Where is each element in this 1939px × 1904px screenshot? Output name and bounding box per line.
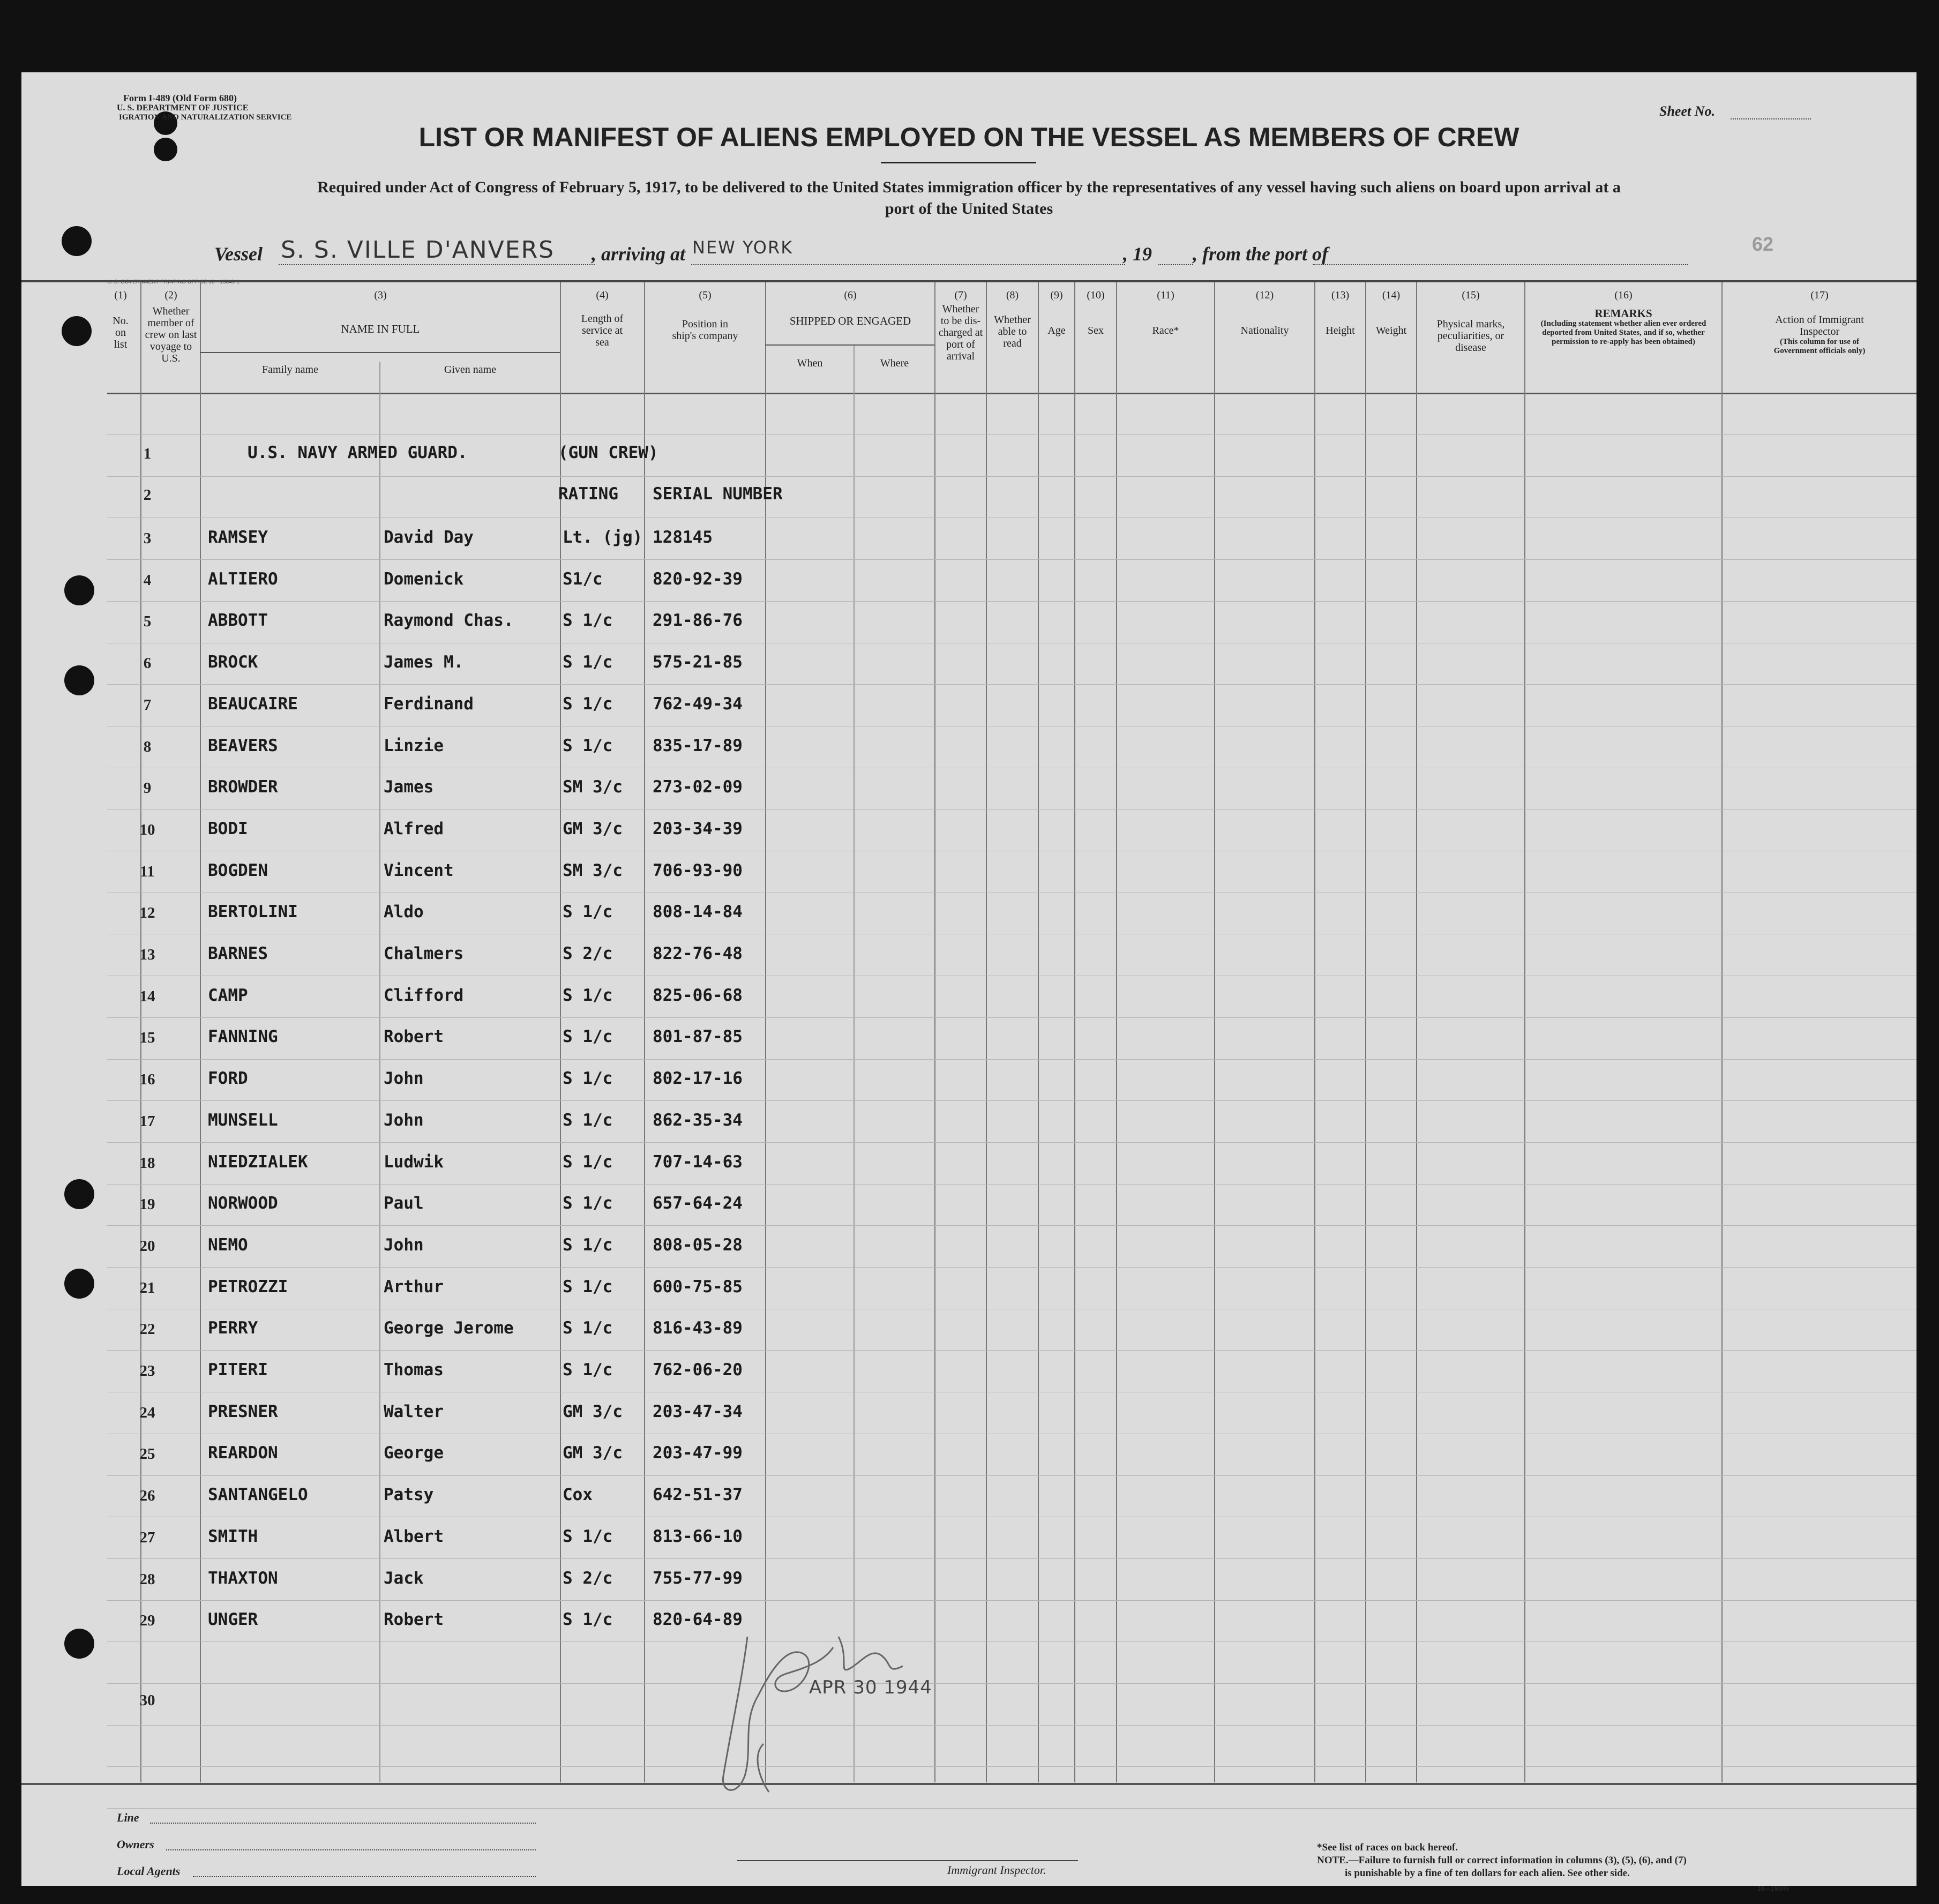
- stamp-date: APR 30 1944: [809, 1677, 932, 1698]
- given-name-cell: Vincent: [384, 861, 454, 880]
- row-number: 10: [139, 821, 155, 838]
- col-7-header: (7) Whether to be dis-charged at port of arrival: [938, 289, 983, 362]
- page-number: 62: [1752, 233, 1774, 255]
- vessel-name: S. S. VILLE D'ANVERS: [281, 236, 555, 264]
- given-name-cell: Aldo: [384, 902, 424, 921]
- row-number: 3: [143, 530, 152, 547]
- col-15-header: (15) Physical marks, peculiarities, or disease: [1436, 289, 1505, 354]
- row-number: 6: [143, 655, 152, 672]
- shipped-when-header: When: [797, 357, 823, 369]
- family-name-cell: BROCK: [208, 653, 258, 672]
- family-name-cell: PERRY: [208, 1318, 258, 1338]
- row-number: 25: [139, 1445, 155, 1463]
- row-guide-line: [107, 1725, 1916, 1726]
- col-12-header: (12) Nationality: [1240, 289, 1289, 336]
- col-5-header: (5) Position in ship's company: [672, 289, 738, 342]
- row-number: 18: [139, 1155, 155, 1172]
- arriving-port: NEW YORK: [692, 237, 793, 258]
- row-guide-line: [107, 1059, 1916, 1060]
- given-name-cell: Jack: [384, 1569, 424, 1588]
- rating-cell: Cox: [563, 1485, 593, 1504]
- col-3-header: (3): [374, 289, 387, 301]
- rating-cell: S 1/c: [563, 902, 613, 921]
- gun-crew-heading: (GUN CREW): [558, 443, 658, 462]
- family-name-cell: PITERI: [208, 1360, 268, 1380]
- family-name-cell: PETROZZI: [208, 1277, 288, 1296]
- row-guide-line: [107, 1683, 1916, 1684]
- footer-owners-field: [166, 1849, 536, 1850]
- row-number: 13: [139, 946, 155, 963]
- page-subtitle-2: port of the United States: [885, 200, 1053, 218]
- rating-cell: S 1/c: [563, 1194, 613, 1213]
- given-name-cell: Ferdinand: [384, 694, 474, 714]
- footer-agents-field: [193, 1876, 536, 1877]
- family-name-cell: BEAUCAIRE: [208, 694, 298, 714]
- row-guide-line: [107, 476, 1916, 477]
- col-1-header: (1) No. on list: [113, 289, 129, 350]
- inspector-label: Immigrant Inspector.: [947, 1863, 1046, 1877]
- serial-number-cell: 203-34-39: [653, 819, 743, 838]
- arriving-line: [691, 264, 1125, 265]
- rating-cell: S 1/c: [563, 653, 613, 672]
- row-number: 29: [139, 1612, 155, 1629]
- rating-cell: GM 3/c: [563, 1443, 623, 1463]
- row-number: 27: [139, 1529, 155, 1546]
- rating-cell: GM 3/c: [563, 819, 623, 838]
- col-13-header: (13) Height: [1326, 289, 1355, 336]
- sheet-number-line: [1731, 118, 1811, 119]
- year-label: , 19: [1123, 243, 1152, 265]
- row-number: 14: [139, 988, 155, 1005]
- row-guide-line: [107, 684, 1916, 685]
- row-guide-line: [107, 1558, 1916, 1559]
- header-bottom-border: [107, 393, 1916, 394]
- col-divider: [1365, 282, 1366, 1782]
- given-name-cell: Paul: [384, 1194, 424, 1213]
- name-subheader-line: [200, 352, 560, 353]
- family-name-cell: NIEDZIALEK: [208, 1152, 308, 1172]
- armed-guard-heading: U.S. NAVY ARMED GUARD.: [248, 443, 468, 462]
- rating-cell: GM 3/c: [563, 1402, 623, 1421]
- row-number: 8: [143, 738, 152, 755]
- col-17-header: (17) Action of Immigrant Inspector (This column for use of Government officials only): [1773, 289, 1866, 355]
- punch-hole: [64, 1179, 94, 1209]
- col-divider: [644, 282, 645, 1782]
- rating-cell: S 1/c: [563, 694, 613, 714]
- family-name-cell: MUNSELL: [208, 1111, 278, 1130]
- inspector-signature-line: [737, 1860, 1078, 1861]
- row-number: 17: [139, 1113, 155, 1130]
- name-in-full-header: NAME IN FULL: [341, 323, 420, 335]
- rating-cell: S 1/c: [563, 1277, 613, 1296]
- punch-hole: [62, 226, 92, 256]
- page-title: LIST OR MANIFEST OF ALIENS EMPLOYED ON THE VESSEL AS MEMBERS OF CREW: [418, 122, 1519, 152]
- col-divider: [1038, 282, 1039, 1782]
- footer-line-field: [150, 1823, 536, 1824]
- penalty-note-2: is punishable by a fine of ten dollars for each alien. See other side.: [1345, 1868, 1630, 1879]
- serial-number-cell: 808-05-28: [653, 1235, 743, 1255]
- rating-cell: S 1/c: [563, 1152, 613, 1172]
- form-number: Form I-489 (Old Form 680): [123, 93, 237, 103]
- row-guide-line: [107, 1184, 1916, 1185]
- family-name-cell: UNGER: [208, 1610, 258, 1629]
- row-number: 1: [143, 445, 152, 462]
- serial-number-cell: 755-77-99: [653, 1569, 743, 1588]
- rating-cell: S 1/c: [563, 1027, 613, 1046]
- given-name-cell: Robert: [384, 1610, 444, 1629]
- rating-cell: S 2/c: [563, 1569, 613, 1588]
- form-service: IGRATION AND NATURALIZATION SERVICE: [119, 113, 292, 122]
- rating-cell: S1/c: [563, 569, 603, 589]
- serial-number-cell: 642-51-37: [653, 1485, 743, 1504]
- punch-hole: [64, 575, 94, 605]
- given-name-cell: James: [384, 777, 434, 797]
- serial-number-cell: 657-64-24: [653, 1194, 743, 1213]
- given-name-cell: Arthur: [384, 1277, 444, 1296]
- punch-hole: [64, 1629, 94, 1659]
- row-number: 28: [139, 1571, 155, 1588]
- family-name-cell: FANNING: [208, 1027, 278, 1046]
- serial-number-cell: 825-06-68: [653, 986, 743, 1005]
- col-16-header: (16) REMARKS (Including statement whether alien ever ordered deported from United States, and if so, whether permission to re-apply has been obtained): [1540, 289, 1706, 346]
- rating-cell: S 1/c: [563, 1610, 613, 1629]
- serial-number-cell: 816-43-89: [653, 1318, 743, 1338]
- rating-cell: S 1/c: [563, 736, 613, 755]
- serial-number-cell: 820-64-89: [653, 1610, 743, 1629]
- col-divider: [1074, 282, 1075, 1782]
- col-divider: [379, 362, 380, 1782]
- row-guide-line: [107, 1766, 1916, 1767]
- row-guide-line: [107, 1475, 1916, 1476]
- family-name-cell: PRESNER: [208, 1402, 278, 1421]
- col-divider: [1214, 282, 1215, 1782]
- serial-number-cell: 808-14-84: [653, 902, 743, 921]
- col-divider: [1524, 282, 1525, 1782]
- row-guide-line: [107, 1100, 1916, 1101]
- table-top-border: [21, 280, 1916, 282]
- given-name-cell: Linzie: [384, 736, 444, 755]
- form-code: 16—19349: [1757, 1885, 1789, 1892]
- row-guide-line: [107, 1641, 1916, 1642]
- row-number: 12: [139, 904, 155, 921]
- given-name-cell: George Jerome: [384, 1318, 514, 1338]
- serial-number-cell: 762-49-34: [653, 694, 743, 714]
- rating-cell: SM 3/c: [563, 777, 623, 797]
- rating-cell: SM 3/c: [563, 861, 623, 880]
- row-number: 16: [139, 1071, 155, 1088]
- arriving-label: , arriving at: [592, 243, 686, 265]
- form-department: U. S. DEPARTMENT OF JUSTICE: [117, 103, 249, 113]
- footer-line-label: Line: [117, 1811, 139, 1824]
- rating-cell: S 1/c: [563, 1069, 613, 1088]
- serial-number-cell: 291-86-76: [653, 611, 743, 630]
- row-number: 19: [139, 1196, 155, 1213]
- row-guide-line: [107, 1142, 1916, 1143]
- col-divider: [560, 282, 561, 1782]
- col-2-header: (2) Whether member of crew on last voyage to U.S.: [145, 289, 197, 364]
- given-name-cell: John: [384, 1111, 424, 1130]
- given-name-cell: John: [384, 1069, 424, 1088]
- shipped-where-header: Where: [880, 357, 909, 369]
- family-name-cell: BROWDER: [208, 777, 278, 797]
- given-name-cell: Robert: [384, 1027, 444, 1046]
- punch-hole: [64, 665, 94, 695]
- col-10-header: (10) Sex: [1087, 289, 1105, 336]
- row-number: 5: [143, 613, 152, 630]
- shipped-subheader-line: [765, 344, 934, 346]
- serial-number-cell: 203-47-34: [653, 1402, 743, 1421]
- row-guide-line: [107, 1350, 1916, 1351]
- col-divider: [1416, 282, 1417, 1782]
- row-guide-line: [107, 601, 1916, 602]
- from-port-label: , from the port of: [1193, 243, 1329, 265]
- serial-number-cell: 862-35-34: [653, 1111, 743, 1130]
- col-6-header: (6) SHIPPED OR ENGAGED: [789, 289, 911, 327]
- given-name-cell: John: [384, 1235, 424, 1255]
- serial-number-cell: 203-47-99: [653, 1443, 743, 1463]
- col-divider: [1314, 282, 1315, 1782]
- serial-number-cell: 813-66-10: [653, 1527, 743, 1546]
- col-8-header: (8) Whether able to read: [994, 289, 1031, 349]
- serial-number-cell: 706-93-90: [653, 861, 743, 880]
- rating-heading: RATING: [558, 484, 618, 504]
- penalty-note: NOTE.—Failure to furnish full or correct information in columns (3), (5), (6), and (7): [1317, 1855, 1687, 1866]
- col-divider: [986, 282, 987, 1782]
- serial-number-cell: 600-75-85: [653, 1277, 743, 1296]
- serial-number-cell: 801-87-85: [653, 1027, 743, 1046]
- row-number: 7: [143, 696, 152, 714]
- serial-number-cell: 802-17-16: [653, 1069, 743, 1088]
- serial-number-cell: 575-21-85: [653, 653, 743, 672]
- row-number: 4: [143, 572, 152, 589]
- given-name-cell: Clifford: [384, 986, 464, 1005]
- year-line: [1158, 264, 1193, 265]
- given-name-header: Given name: [444, 364, 497, 376]
- family-name-cell: SANTANGELO: [208, 1485, 308, 1504]
- given-name-cell: Alfred: [384, 819, 444, 838]
- punch-hole: [64, 1269, 94, 1299]
- serial-number-cell: 822-76-48: [653, 944, 743, 963]
- row-guide-line: [107, 1017, 1916, 1018]
- family-name-cell: BERTOLINI: [208, 902, 298, 921]
- given-name-cell: James M.: [384, 653, 464, 672]
- given-name-cell: Walter: [384, 1402, 444, 1421]
- given-name-cell: George: [384, 1443, 444, 1463]
- footer-owners-label: Owners: [117, 1838, 154, 1851]
- col-11-header: (11) Race*: [1152, 289, 1179, 336]
- page-subtitle: Required under Act of Congress of February 5, 1917, to be delivered to the United States immigration officer by the representatives of any vessel having such aliens on board upon arrival at a: [317, 178, 1621, 196]
- row-number: 22: [139, 1321, 155, 1338]
- row-number: 9: [143, 779, 152, 797]
- family-name-cell: BARNES: [208, 944, 268, 963]
- row-number: 20: [139, 1238, 155, 1255]
- vessel-name-line: [279, 264, 595, 265]
- inspector-signature: [710, 1615, 935, 1808]
- col-divider: [765, 282, 766, 1782]
- rating-cell: S 1/c: [563, 986, 613, 1005]
- given-name-cell: Albert: [384, 1527, 444, 1546]
- family-name-cell: CAMP: [208, 986, 248, 1005]
- footer-agents-label: Local Agents: [117, 1864, 181, 1878]
- row-number: 21: [139, 1279, 155, 1296]
- col-divider: [200, 282, 201, 1782]
- punch-hole: [62, 316, 92, 346]
- serial-number-heading: SERIAL NUMBER: [653, 484, 783, 504]
- rating-cell: S 1/c: [563, 611, 613, 630]
- sheet-number-label: Sheet No.: [1659, 103, 1715, 119]
- family-name-cell: REARDON: [208, 1443, 278, 1463]
- row-guide-line: [107, 1600, 1916, 1601]
- given-name-cell: Domenick: [384, 569, 464, 589]
- rating-cell: S 1/c: [563, 1318, 613, 1338]
- family-name-cell: RAMSEY: [208, 528, 268, 547]
- family-name-cell: NEMO: [208, 1235, 248, 1255]
- from-port-line: [1313, 264, 1688, 265]
- rating-cell: S 1/c: [563, 1360, 613, 1380]
- col-9-header: (9) Age: [1047, 289, 1066, 336]
- family-name-cell: THAXTON: [208, 1569, 278, 1588]
- title-underline: [881, 162, 1036, 163]
- vessel-label: Vessel: [214, 243, 263, 265]
- given-name-cell: Ludwik: [384, 1152, 444, 1172]
- row-guide-line: [107, 559, 1916, 560]
- family-name-cell: ABBOTT: [208, 611, 268, 630]
- rating-cell: S 1/c: [563, 1527, 613, 1546]
- serial-number-cell: 835-17-89: [653, 736, 743, 755]
- given-name-cell: Raymond Chas.: [384, 611, 514, 630]
- family-name-cell: NORWOOD: [208, 1194, 278, 1213]
- serial-number-cell: 762-06-20: [653, 1360, 743, 1380]
- family-name-cell: BODI: [208, 819, 248, 838]
- family-name-cell: BOGDEN: [208, 861, 268, 880]
- family-name-cell: BEAVERS: [208, 736, 278, 755]
- row-number: 15: [139, 1029, 155, 1046]
- given-name-cell: David Day: [384, 528, 474, 547]
- serial-number-cell: 273-02-09: [653, 777, 743, 797]
- serial-number-cell: 128145: [653, 528, 713, 547]
- row-guide-line: [107, 1267, 1916, 1268]
- col-divider: [1116, 282, 1117, 1782]
- row-number: 24: [139, 1404, 155, 1421]
- row-number: 26: [139, 1487, 155, 1504]
- races-note: *See list of races on back hereof.: [1317, 1842, 1458, 1853]
- family-name-header: Family name: [262, 364, 318, 376]
- row-guide-line: [107, 1808, 1916, 1809]
- col-divider: [854, 346, 855, 1782]
- col-divider: [1721, 282, 1723, 1782]
- family-name-cell: SMITH: [208, 1527, 258, 1546]
- given-name-cell: Thomas: [384, 1360, 444, 1380]
- row-number: 23: [139, 1362, 155, 1380]
- rating-cell: S 1/c: [563, 1235, 613, 1255]
- col-14-header: (14) Weight: [1375, 289, 1407, 336]
- given-name-cell: Patsy: [384, 1485, 434, 1504]
- serial-number-cell: 820-92-39: [653, 569, 743, 589]
- family-name-cell: FORD: [208, 1069, 248, 1088]
- col-divider: [934, 282, 935, 1782]
- manifest-sheet: [21, 72, 1916, 1892]
- given-name-cell: Chalmers: [384, 944, 464, 963]
- rating-cell: S 2/c: [563, 944, 613, 963]
- rating-cell: S 1/c: [563, 1111, 613, 1130]
- row-guide-line: [107, 434, 1916, 435]
- col-4-header: (4) Length of service at sea: [581, 289, 624, 348]
- rating-cell: Lt. (jg): [563, 528, 643, 547]
- row-guide-line: [107, 1225, 1916, 1226]
- serial-number-cell: 707-14-63: [653, 1152, 743, 1172]
- row-number: 2: [143, 486, 152, 504]
- row-number: 11: [140, 863, 155, 880]
- table-bottom-border: [21, 1783, 1916, 1785]
- row-number: 30: [139, 1692, 155, 1709]
- family-name-cell: ALTIERO: [208, 569, 278, 589]
